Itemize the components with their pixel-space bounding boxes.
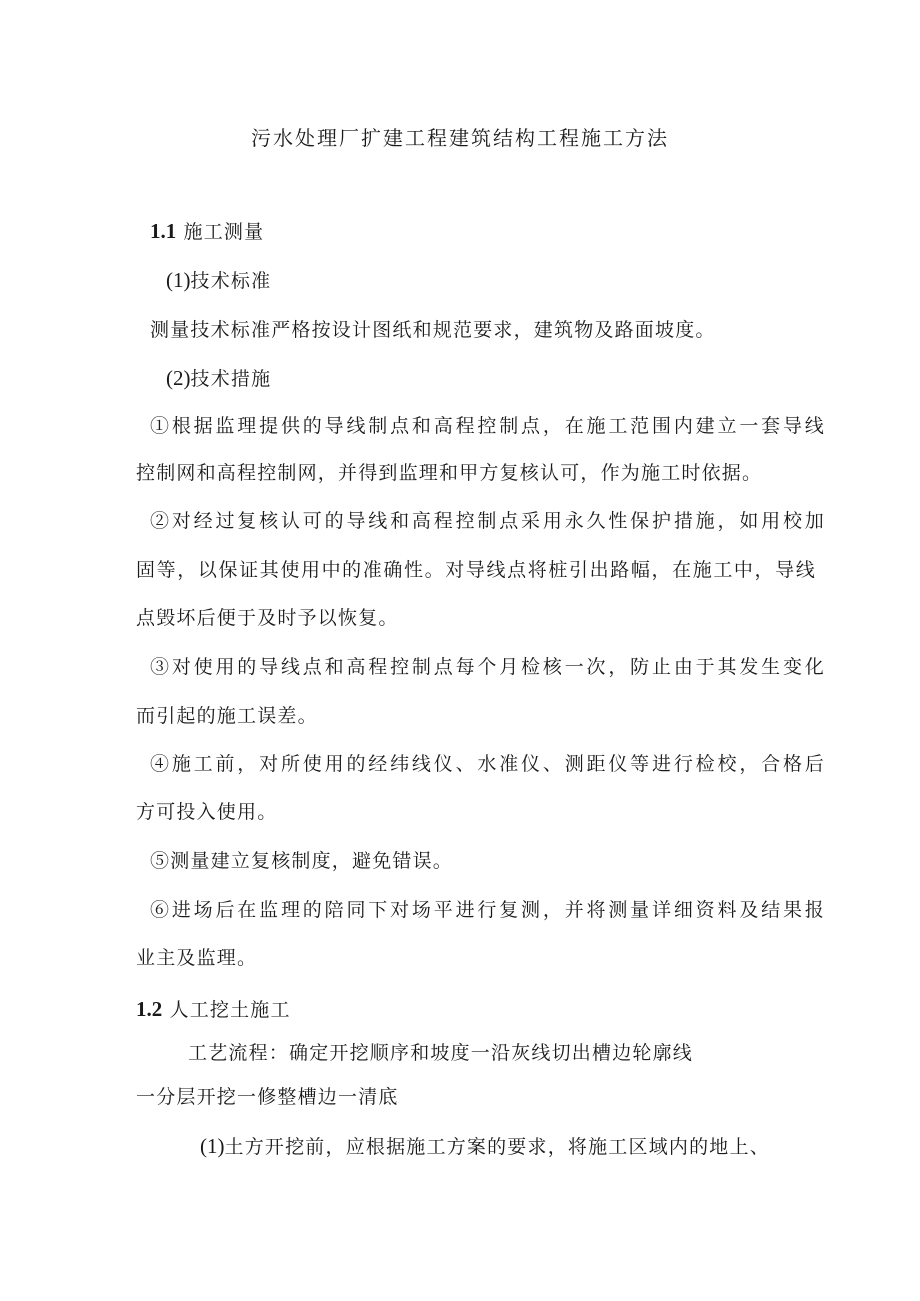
paragraph-measure-4-line-1: ④施工前，对所使用的经纬线仪、水准仪、测距仪等进行检校，合格后 <box>150 753 825 775</box>
paragraph-measure-2-line-3: 点毁坏后便于及时予以恢复。 <box>136 607 399 629</box>
paragraph-excavation-1 <box>200 1134 770 1159</box>
item-text: 技术措施 <box>190 368 272 390</box>
section-number: 1.2 <box>136 997 163 1021</box>
paragraph-measure-1-line-1: ①根据监理提供的导线制点和高程控制点，在施工范围内建立一套导线 <box>150 415 825 437</box>
section-heading-1-2 <box>136 997 291 1022</box>
item-text: 技术标准 <box>190 270 272 292</box>
paragraph-measure-6-line-1: ⑥进场后在监理的陪同下对场平进行复测，并将测量详细资料及结果报 <box>150 899 825 921</box>
section-title: 人工挖土施工 <box>169 999 291 1021</box>
section-title: 施工测量 <box>183 221 265 243</box>
paragraph-process-line-1: 工艺流程：确定开挖顺序和坡度一沿灰线切出槽边轮廓线 <box>188 1042 694 1064</box>
paragraph-measure-1-line-2: 控制网和高程控制网，并得到监理和甲方复核认可，作为施工时依据。 <box>136 462 763 484</box>
paragraph-measure-6-line-2: 业主及监理。 <box>136 947 258 969</box>
section-number: 1.1 <box>150 219 177 243</box>
paragraph-measure-4-line-2: 方可投入使用。 <box>136 801 278 823</box>
item-text: 土方开挖前，应根据施工方案的要求，将施工区域内的地上、 <box>224 1136 770 1158</box>
subheading-technical-measures <box>166 366 271 391</box>
paragraph-standard: 测量技术标准严格按设计图纸和规范要求，建筑物及路面坡度。 <box>150 319 716 341</box>
paragraph-measure-2-line-1: ②对经过复核认可的导线和高程控制点采用永久性保护措施，如用校加 <box>150 510 825 532</box>
item-label: (1) <box>200 1134 225 1158</box>
document-title: 污水处理厂扩建工程建筑结构工程施工方法 <box>251 126 669 150</box>
paragraph-process-line-2: 一分层开挖一修整槽边一清底 <box>136 1086 399 1108</box>
paragraph-measure-3-line-2: 而引起的施工误差。 <box>136 705 318 727</box>
item-label: (2) <box>166 366 191 390</box>
paragraph-measure-5: ⑤测量建立复核制度，避免错误。 <box>150 850 454 872</box>
subheading-technical-standard <box>166 268 271 293</box>
paragraph-measure-3-line-1: ③对使用的导线点和高程控制点每个月检核一次，防止由于其发生变化 <box>150 656 825 678</box>
item-label: (1) <box>166 268 191 292</box>
section-heading-1-1 <box>150 219 264 244</box>
paragraph-measure-2-line-2: 固等，以保证其使用中的准确性。对导线点将桩引出路幅，在施工中，导线 <box>136 559 816 581</box>
